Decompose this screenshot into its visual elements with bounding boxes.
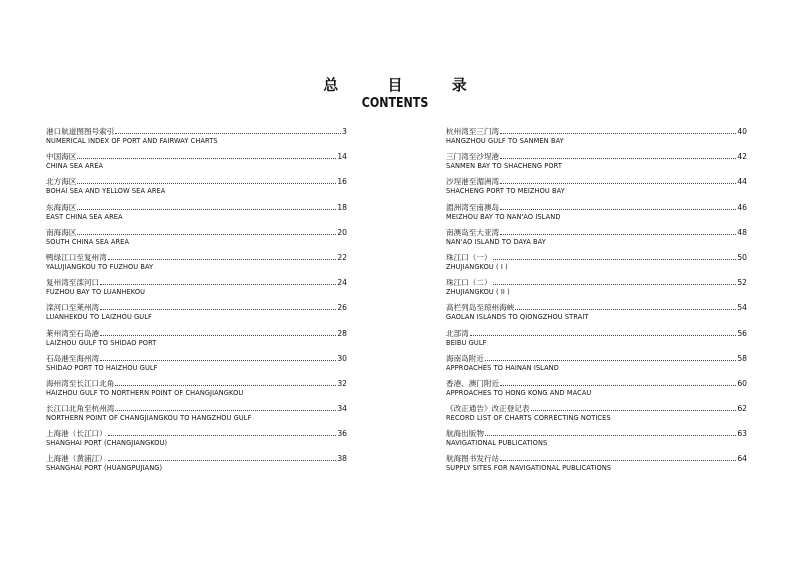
toc-entry-chinese-title: 南澳岛至大亚湾: [446, 227, 500, 237]
leader-dots: [115, 378, 336, 386]
leader-dots: [485, 353, 736, 361]
leader-dots: [500, 126, 736, 134]
toc-entry-english-title: BEIBU GULF: [446, 338, 487, 347]
toc-entry[interactable]: [446, 453, 747, 478]
toc-entry[interactable]: [46, 378, 347, 403]
toc-entry-page-number: 58: [737, 353, 747, 363]
toc-entry-english-title: GAOLAN ISLANDS TO QIONGZHOU STRAIT: [446, 313, 589, 322]
toc-entry-chinese-title: 莱州湾至石岛港: [46, 328, 100, 338]
toc-entry-chinese-title: 海州湾至长江口北角: [46, 378, 115, 388]
leader-dots: [77, 227, 336, 235]
toc-entry[interactable]: [446, 277, 747, 302]
toc-entry-chinese-title: 复州湾至滦河口: [46, 278, 100, 288]
leader-dots: [108, 453, 337, 461]
toc-entry-english-title: ZHUJIANGKOU ( II ): [446, 288, 510, 297]
leader-dots: [77, 176, 336, 184]
toc-entry-chinese-title: 上海港（长江口）: [46, 429, 107, 439]
leader-dots: [115, 403, 336, 411]
toc-entry-chinese-title: 三门湾至沙埕港: [446, 152, 500, 162]
toc-entry[interactable]: [446, 403, 747, 428]
toc-entry-english-title: HANGZHOU GULF TO SANMEN BAY: [446, 137, 564, 145]
toc-entry[interactable]: [446, 151, 747, 176]
leader-dots: [500, 176, 736, 184]
leader-dots: [500, 202, 736, 210]
toc-entry[interactable]: [46, 428, 347, 453]
toc-entry[interactable]: [446, 428, 747, 453]
toc-entry-english-title: NAVIGATIONAL PUBLICATIONS: [446, 439, 548, 448]
leader-dots: [500, 453, 736, 461]
toc-entry-english-title: CHINA SEA AREA: [46, 162, 104, 171]
toc-entry[interactable]: [446, 202, 747, 227]
toc-entry[interactable]: [446, 378, 747, 403]
toc-entry[interactable]: [446, 302, 747, 327]
toc-entry-chinese-title: 南海海区: [46, 227, 77, 237]
toc-entry-english-title: SANMEN BAY TO SHACHENG PORT: [446, 162, 562, 171]
leader-dots: [100, 277, 336, 285]
toc-entry-chinese-title: 北部湾: [446, 328, 469, 338]
toc-entry-english-title: YALUJIANGKOU TO FUZHOU BAY: [46, 262, 154, 271]
toc-entry-chinese-title: 航海出版物: [446, 429, 484, 439]
leader-dots: [515, 302, 736, 310]
toc-entry-page-number: 56: [737, 328, 747, 338]
toc-entry[interactable]: [46, 453, 347, 478]
toc-entry-chinese-title: 香港、澳门附近: [446, 378, 500, 388]
toc-entry-page-number: 54: [737, 303, 747, 313]
contents-column-left: [46, 126, 347, 479]
toc-entry[interactable]: [446, 252, 747, 277]
toc-entry-page-number: 30: [337, 353, 347, 363]
leader-dots: [485, 428, 736, 436]
leader-dots: [500, 227, 736, 235]
toc-entry-page-number: 38: [337, 454, 347, 464]
toc-entry[interactable]: [46, 151, 347, 176]
toc-entry-english-title: SUPPLY SITES FOR NAVIGATIONAL PUBLICATIONS: [446, 464, 612, 473]
toc-entry[interactable]: [46, 277, 347, 302]
toc-entry-chinese-title: 珠江口（一）: [446, 252, 492, 262]
leader-dots: [100, 302, 336, 310]
toc-entry[interactable]: [446, 176, 747, 201]
toc-entry-english-title: SOUTH CHINA SEA AREA: [46, 237, 130, 246]
leader-dots: [100, 353, 336, 361]
leader-dots: [115, 126, 341, 134]
page-title-chinese: 总 目 录: [323, 76, 489, 94]
leader-dots: [108, 428, 337, 436]
toc-entry-english-title: NAN'AO ISLAND TO DAYA BAY: [446, 237, 546, 246]
toc-entry[interactable]: [46, 353, 347, 378]
leader-dots: [77, 151, 336, 159]
toc-entry-chinese-title: 石岛港至海州湾: [46, 353, 100, 363]
toc-entry-page-number: 22: [337, 252, 347, 262]
toc-entry-page-number: 42: [737, 152, 747, 162]
toc-entry-chinese-title: 中国海区: [46, 152, 77, 162]
toc-entry-english-title: SHANGHAI PORT (CHANGJIANGKOU): [46, 439, 168, 448]
toc-entry-page-number: 48: [737, 227, 747, 237]
toc-entry-chinese-title: 上海港（黄浦江）: [46, 454, 107, 464]
toc-entry-chinese-title: 航海图书发行站: [446, 454, 500, 464]
toc-entry-page-number: 3: [342, 127, 347, 136]
toc-entry-chinese-title: 北方海区: [46, 177, 77, 187]
toc-entry-page-number: 24: [337, 278, 347, 288]
toc-entry-english-title: SHACHENG PORT TO MEIZHOU BAY: [446, 187, 565, 196]
toc-entry[interactable]: [46, 126, 347, 151]
leader-dots: [77, 202, 336, 210]
toc-entry[interactable]: [46, 176, 347, 201]
toc-entry-english-title: FUZHOU BAY TO LUANHEKOU: [46, 288, 146, 297]
toc-entry[interactable]: [446, 353, 747, 378]
toc-entry-chinese-title: 杭州湾至三门湾: [446, 127, 500, 136]
toc-entry-page-number: 46: [737, 202, 747, 212]
page-title-english: CONTENTS: [361, 96, 429, 111]
toc-entry-page-number: 62: [737, 404, 747, 414]
toc-entry-english-title: BOHAI SEA AND YELLOW SEA AREA: [46, 187, 166, 196]
toc-entry-page-number: 60: [737, 378, 747, 388]
toc-entry-chinese-title: 鸭绿江口至复州湾: [46, 252, 107, 262]
leader-dots: [500, 378, 736, 386]
toc-entry[interactable]: [46, 328, 347, 353]
toc-entry-english-title: EAST CHINA SEA AREA: [46, 212, 123, 221]
toc-entry-page-number: 16: [337, 177, 347, 187]
toc-entry-english-title: SHANGHAI PORT (HUANGPUJIANG): [46, 464, 163, 473]
toc-entry-page-number: 14: [337, 152, 347, 162]
toc-entry-english-title: HAIZHOU GULF TO NORTHERN POINT OF CHANGJIANGKOU: [46, 388, 244, 397]
toc-entry-page-number: 32: [337, 378, 347, 388]
toc-entry-page-number: 28: [337, 328, 347, 338]
contents-column-right: [446, 126, 747, 479]
toc-entry-page-number: 26: [337, 303, 347, 313]
leader-dots: [100, 328, 336, 336]
toc-entry[interactable]: [46, 252, 347, 277]
leader-dots: [500, 151, 736, 159]
toc-entry-english-title: APPROACHES TO HONG KONG AND MACAU: [446, 388, 592, 397]
toc-entry-english-title: NORTHERN POINT OF CHANGJIANGKOU TO HANGZHOU GULF: [46, 414, 252, 423]
toc-entry-page-number: 36: [337, 429, 347, 439]
toc-entry[interactable]: [446, 227, 747, 252]
toc-entry-page-number: 44: [737, 177, 747, 187]
toc-entry-chinese-title: 滦河口至莱州湾: [46, 303, 100, 313]
toc-entry-page-number: 20: [337, 227, 347, 237]
toc-entry-page-number: 63: [737, 429, 747, 439]
toc-entry[interactable]: [46, 302, 347, 327]
leader-dots: [493, 252, 737, 260]
toc-entry-english-title: LAIZHOU GULF TO SHIDAO PORT: [46, 338, 157, 347]
toc-entry-page-number: 40: [737, 127, 747, 136]
toc-entry-chinese-title: 《改正通告》改正登记表: [446, 404, 530, 414]
toc-entry-chinese-title: 珠江口（二）: [446, 278, 492, 288]
leader-dots: [493, 277, 737, 285]
toc-entry-chinese-title: 长江口北角至杭州湾: [46, 404, 115, 414]
toc-entry-english-title: MEIZHOU BAY TO NAN'AO ISLAND: [446, 212, 561, 221]
leader-dots: [108, 252, 337, 260]
toc-entry-chinese-title: 湄洲湾至南澳岛: [446, 202, 500, 212]
toc-entry-chinese-title: 东海海区: [46, 202, 77, 212]
toc-entry[interactable]: [446, 328, 747, 353]
toc-entry[interactable]: [446, 126, 747, 151]
toc-entry-english-title: SHIDAO PORT TO HAIZHOU GULF: [46, 363, 158, 372]
toc-entry-page-number: 50: [737, 252, 747, 262]
toc-entry-page-number: 18: [337, 202, 347, 212]
leader-dots: [470, 328, 737, 336]
toc-entry-english-title: LUANHEKOU TO LAIZHOU GULF: [46, 313, 152, 322]
toc-entry-english-title: NUMERICAL INDEX OF PORT AND FAIRWAY CHARTS: [46, 137, 218, 145]
toc-entry[interactable]: [46, 202, 347, 227]
toc-entry-english-title: APPROACHES TO HAINAN ISLAND: [446, 363, 559, 372]
toc-entry-english-title: ZHUJIANGKOU ( I ): [446, 262, 508, 271]
toc-entry-chinese-title: 高栏列岛至琼州海峡: [446, 303, 515, 313]
leader-dots: [531, 403, 737, 411]
toc-entry[interactable]: [46, 403, 347, 428]
toc-entry-page-number: 52: [737, 278, 747, 288]
toc-entry[interactable]: [46, 227, 347, 252]
toc-entry-chinese-title: 海南岛附近: [446, 353, 484, 363]
toc-entry-chinese-title: 沙埕港至湄洲湾: [446, 177, 500, 187]
toc-entry-chinese-title: 港口航道图图号索引: [46, 127, 115, 136]
toc-entry-page-number: 34: [337, 404, 347, 414]
toc-entry-page-number: 64: [737, 454, 747, 464]
toc-entry-english-title: RECORD LIST OF CHARTS CORRECTING NOTICES: [446, 414, 611, 423]
